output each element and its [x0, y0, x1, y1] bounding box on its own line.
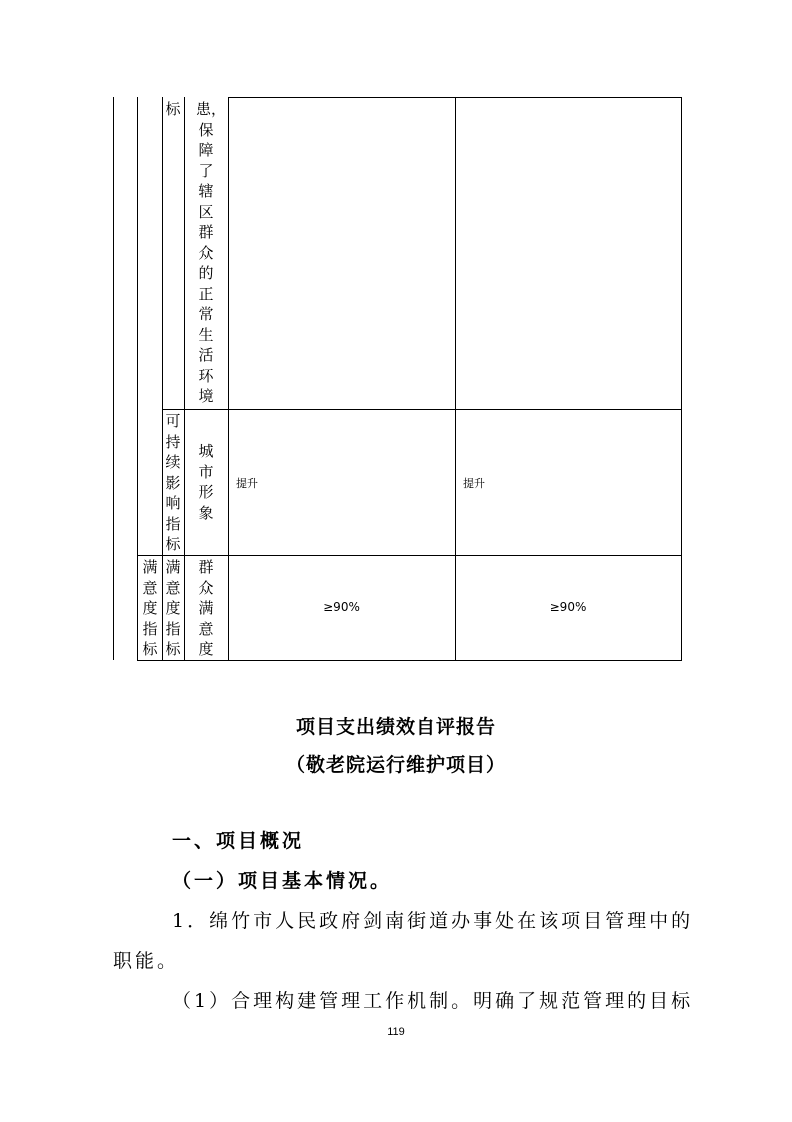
report-subtitle: （敬老院运行维护项目）: [285, 754, 506, 776]
table-divider-3: [184, 97, 185, 660]
paragraph-1-line-1: 1．绵竹市人民政府剑南街道办事处在该项目管理中的: [172, 910, 694, 932]
table-line-row2: [162, 409, 682, 410]
row3-level2-indicator: 满意度指标: [142, 558, 158, 658]
row2-indicator-type: 可持续影响指标: [165, 412, 181, 553]
table-divider-4: [228, 97, 229, 660]
row3-target: ≥90%: [323, 600, 360, 614]
page-number: 119: [387, 1026, 405, 1038]
row1-indicator-value: 患，保障了辖区群众的正常生活环境: [196, 100, 227, 405]
row3-level3-indicator: 满意度指标: [165, 558, 181, 658]
row2-indicator-name: 城市形象: [198, 442, 214, 522]
paragraph-1-line-2: 职能。: [113, 950, 180, 972]
report-title: 项目支出绩效自评报告: [295, 716, 496, 738]
table-border-right: [681, 97, 682, 660]
subsection-heading: （一）项目基本情况。: [172, 870, 393, 892]
table-line-row3: [137, 555, 682, 556]
table-divider-2: [162, 97, 163, 660]
row1-indicator-char: 标: [165, 100, 181, 118]
row3-indicator-name: 群众满意度: [198, 558, 214, 658]
row3-actual: ≥90%: [549, 600, 587, 614]
row2-target: 提升: [236, 477, 258, 490]
section-heading: 一、项目概况: [172, 830, 305, 852]
table-border-left: [113, 97, 114, 660]
table-line-bottom: [137, 660, 682, 661]
row2-actual: 提升: [463, 477, 485, 490]
table-divider-1: [137, 97, 138, 660]
paragraph-2-line-1: （1）合理构建管理工作机制。明确了规范管理的目标: [172, 990, 694, 1012]
table-line-top: [228, 97, 682, 98]
table-divider-5: [455, 97, 456, 660]
